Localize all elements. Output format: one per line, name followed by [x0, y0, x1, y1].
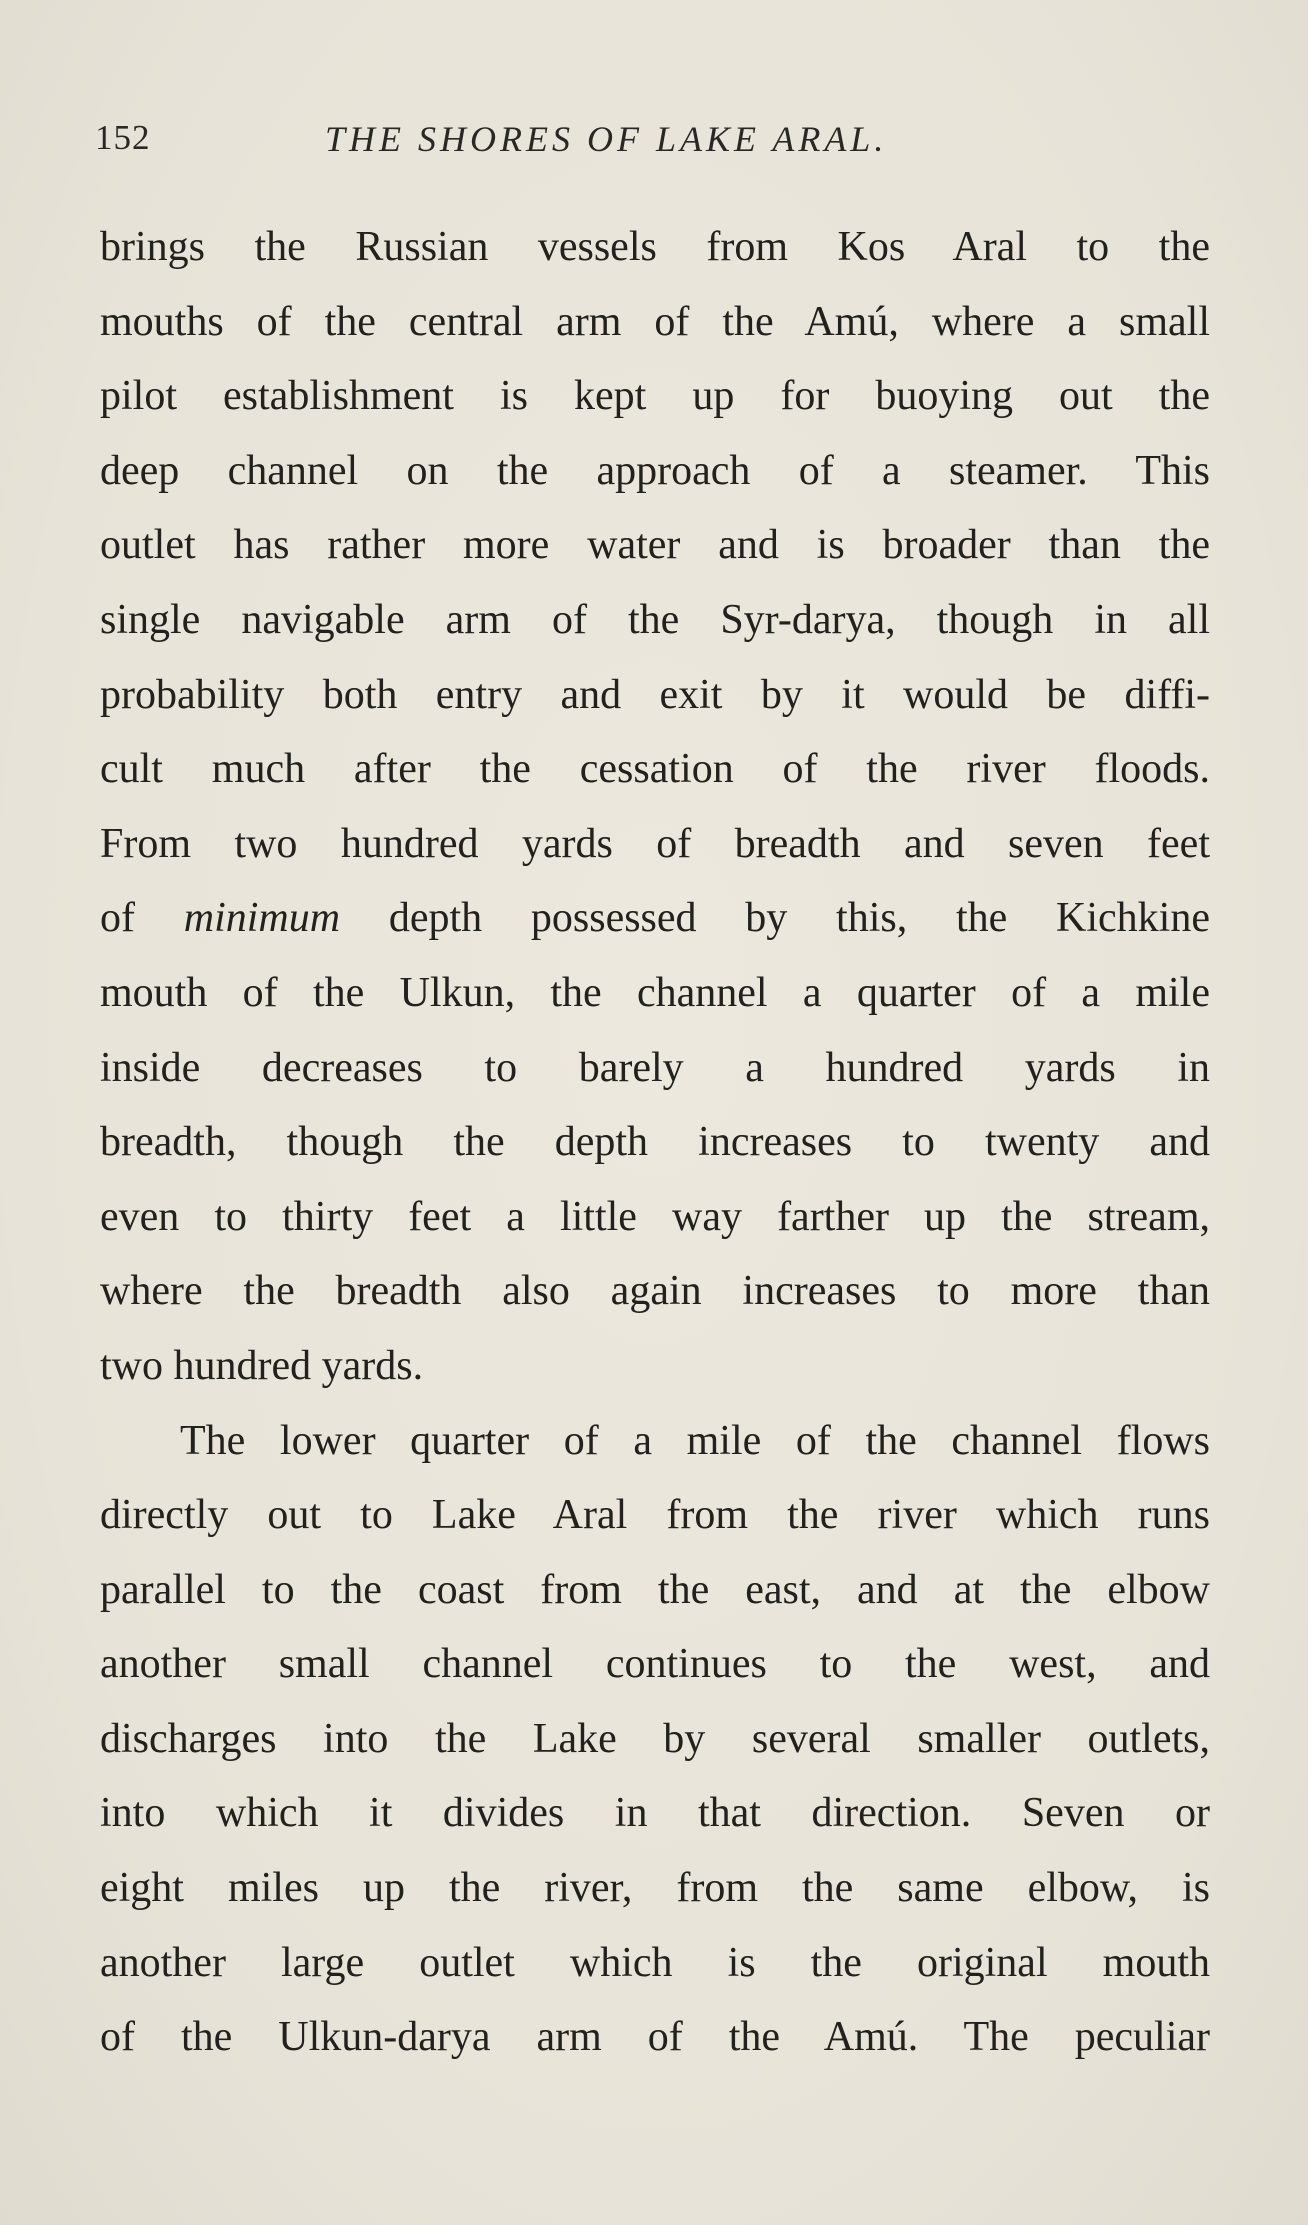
text-fragment: depth possessed by this, the Kichkine [340, 895, 1210, 942]
page-number: 152 [95, 118, 151, 157]
text-line: single navigable arm of the Syr-darya, though in all [100, 596, 1210, 643]
text-line: mouth of the Ulkun, the channel a quarter of a mile [100, 969, 1210, 1016]
text-line: breadth, though the depth increases to twenty and [100, 1119, 1210, 1166]
text-line: mouths of the central arm of the Amú, where a small [100, 298, 1210, 345]
text-line: deep channel on the approach of a steamer. This [100, 447, 1210, 494]
page-header [95, 118, 1215, 168]
text-line: another small channel continues to the west, and [100, 1641, 1210, 1688]
text-line: two hundred yards. [100, 1342, 424, 1389]
text-line-with-italic [100, 881, 1210, 956]
text-line: inside decreases to barely a hundred yards in [100, 1044, 1210, 1091]
text-line: of the Ulkun-darya arm of the Amú. The peculiar [100, 2014, 1210, 2061]
text-line: parallel to the coast from the east, and at the elbow [100, 1566, 1210, 1613]
text-line: brings the Russian vessels from Kos Aral to the [100, 224, 1210, 270]
text-line: directly out to Lake Aral from the river which runs [100, 1492, 1210, 1539]
text-line: discharges into the Lake by several smaller outlets, [100, 1715, 1210, 1762]
text-line: where the breadth also again increases to more than [100, 1268, 1210, 1315]
text-line: into which it divides in that direction. Seven or [100, 1790, 1210, 1837]
running-title: THE SHORES OF LAKE ARAL. [325, 119, 888, 159]
text-line: eight miles up the river, from the same elbow, is [100, 1865, 1210, 1912]
text-line: probability both entry and exit by it would be diffi- [100, 671, 1210, 718]
text-fragment: of [100, 895, 184, 942]
text-line: From two hundred yards of breadth and seven feet [100, 820, 1210, 867]
body-text [100, 210, 1210, 2075]
text-line: pilot establishment is kept up for buoying out the [100, 373, 1210, 420]
text-line: even to thirty feet a little way farther up the stream, [100, 1193, 1210, 1240]
italic-word: minimum [183, 895, 341, 942]
text-line: another large outlet which is the original mouth [100, 1939, 1210, 1986]
text-line: cult much after the cessation of the river floods. [100, 746, 1210, 793]
text-line: outlet has rather more water and is broader than the [100, 522, 1210, 569]
text-line: The lower quarter of a mile of the channel flows [180, 1417, 1210, 1464]
